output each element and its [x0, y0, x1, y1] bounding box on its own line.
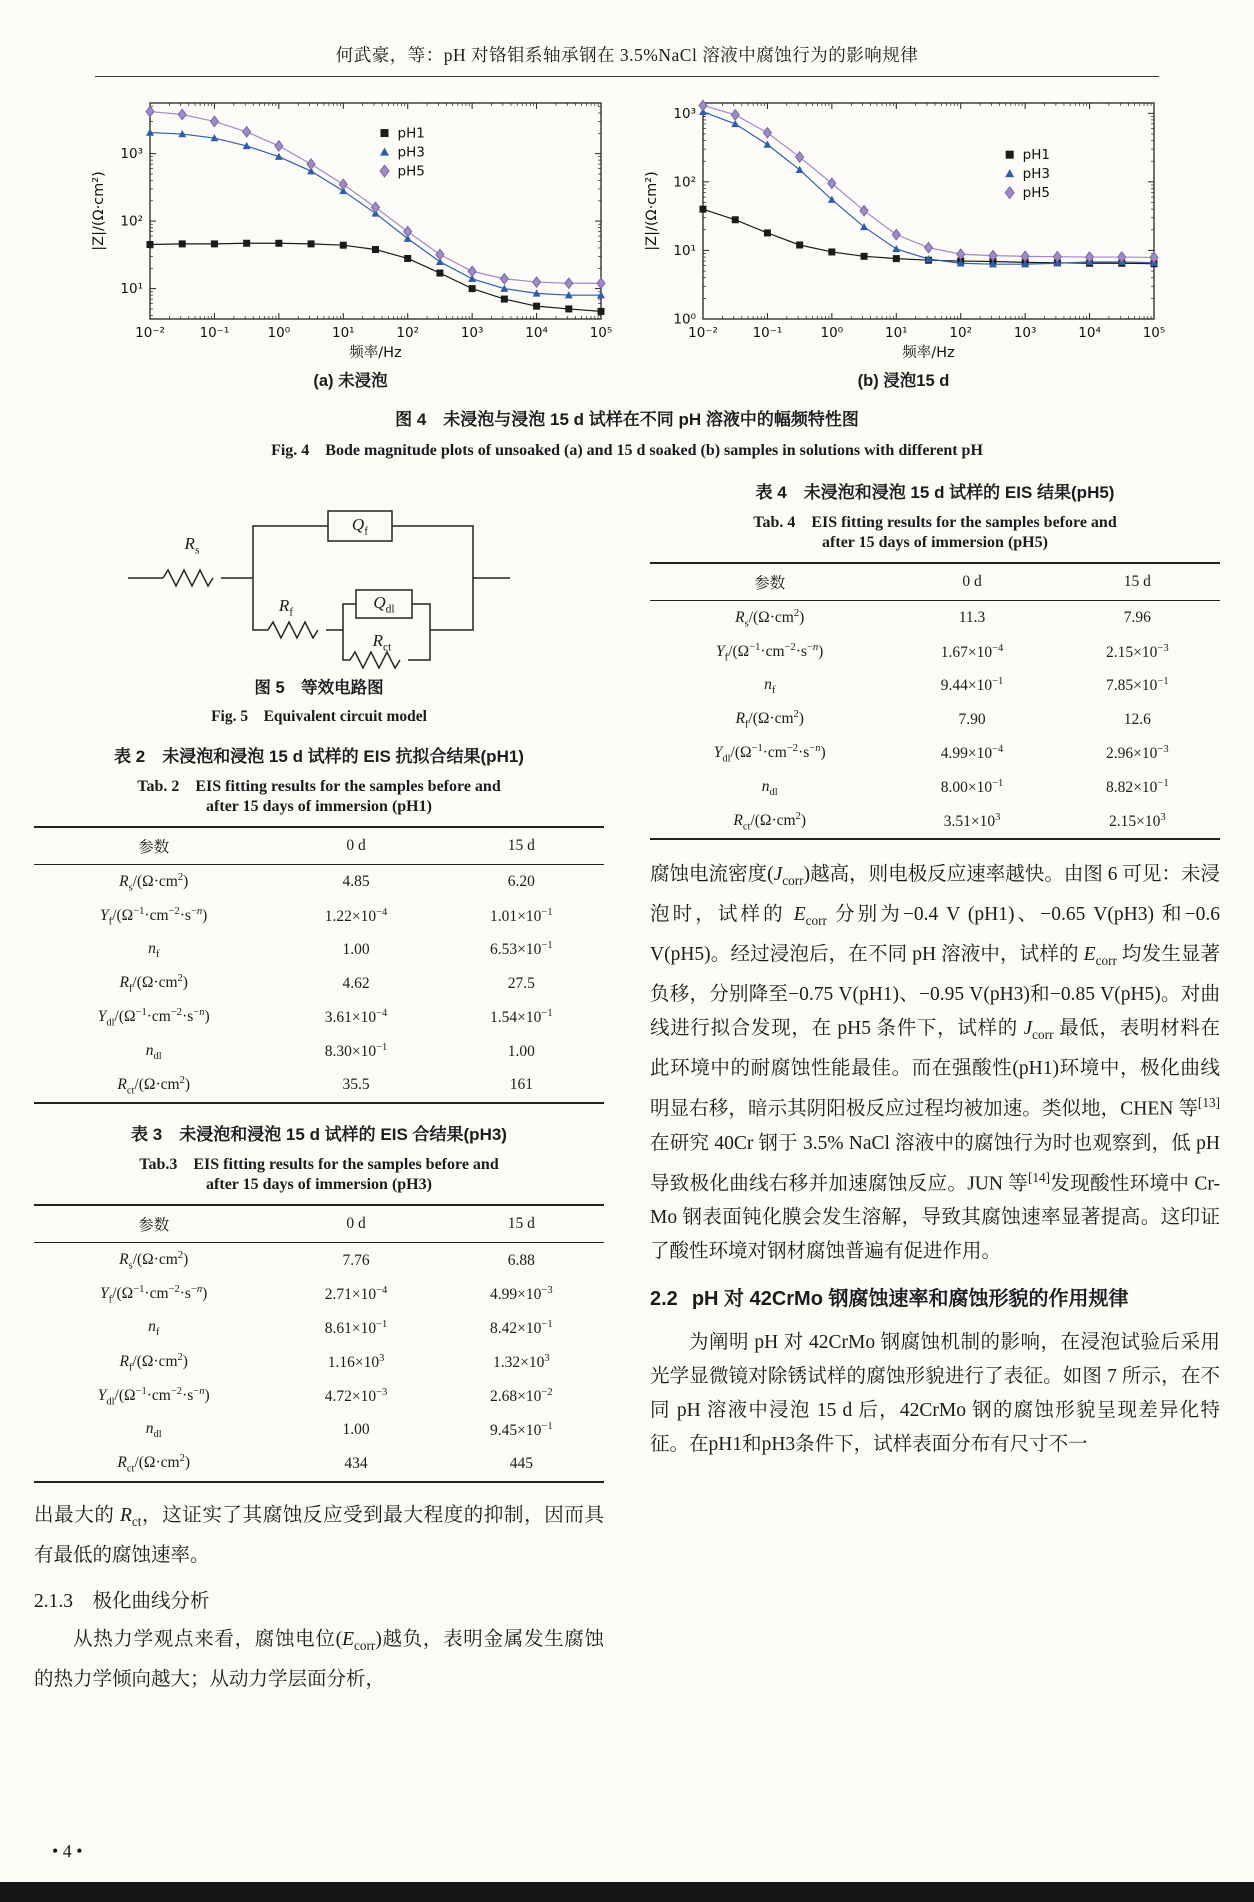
param-cell: $R_f/(\Omega\cdot cm^2)$ — [735, 709, 804, 731]
param-cell: $n_f$ — [148, 940, 160, 961]
param-cell: $n_{dl}$ — [761, 777, 778, 798]
table-row — [34, 1312, 604, 1345]
table-row — [650, 771, 1220, 804]
rct-label: $R_{ct}$ — [372, 631, 392, 654]
svg-text:pH3: pH3 — [1022, 166, 1050, 183]
table-4-title-en1: Tab. 4 EIS fitting results for the samples before and — [753, 514, 1117, 531]
svg-text:pH3: pH3 — [397, 144, 425, 161]
right-paragraph-morphology: 为阐明 pH 对 42CrMo 钢腐蚀机制的影响，在浸泡试验后采用光学显微镜对除锈试样的腐蚀形貌进行了表征。如图 7 所示，在不同 pH 溶液中浸泡 15 d 后，42CrMo 钢的腐蚀形貌呈现差异化特征。在pH1和pH3条件下，试样表面分布有尺寸不一 — [650, 1332, 1220, 1455]
value-cell: $4.72\times 10^{-3}$ — [324, 1386, 388, 1405]
col-header-0d: 0 d — [346, 1215, 366, 1233]
value-cell: $1.01\times 10^{-1}$ — [490, 906, 553, 925]
param-cell: $n_f$ — [148, 1318, 160, 1339]
table-4 — [650, 562, 1220, 840]
svg-text:10⁻¹: 10⁻¹ — [199, 325, 230, 341]
svg-text:10²: 10² — [949, 325, 973, 341]
value-cell: $1.54\times 10^{-1}$ — [490, 1008, 553, 1027]
table-row — [34, 967, 604, 1001]
left-paragraph-continuation: 出最大的 $R_{ct}$，这证实了其腐蚀反应受到最大程度的抑制，因而具有最低的腐蚀速率。 — [34, 1504, 604, 1566]
param-cell: $n_{dl}$ — [145, 1041, 162, 1062]
value-cell: $8.00\times 10^{-1}$ — [940, 778, 1004, 797]
left-column — [34, 476, 604, 1697]
value-cell: 35.5 — [342, 1076, 370, 1094]
section-2-2-title: pH 对 42CrMo 钢腐蚀速率和腐蚀形貌的作用规律 — [691, 1288, 1129, 1310]
circuit-diagram — [118, 478, 520, 674]
svg-text:10¹: 10¹ — [120, 281, 143, 298]
section-2-2-heading — [650, 1283, 1220, 1316]
svg-text:10¹: 10¹ — [884, 325, 908, 341]
table-row — [650, 804, 1220, 839]
value-cell: $2.15\times 10^{-3}$ — [1106, 642, 1169, 661]
value-cell: $2.96\times 10^{-3}$ — [1106, 744, 1169, 763]
table-row — [34, 865, 604, 900]
value-cell: 7.76 — [342, 1251, 370, 1269]
table-row — [34, 1345, 604, 1379]
table-3-header-row — [34, 1205, 604, 1243]
param-cell: $n_{dl}$ — [145, 1420, 162, 1441]
svg-text:频率/Hz: 频率/Hz — [902, 345, 955, 361]
svg-text:10¹: 10¹ — [673, 242, 696, 259]
table-row — [650, 601, 1220, 636]
table-3-title-en2: after 15 days of immersion (pH3) — [206, 1176, 432, 1194]
bode-chart-soaked-15d — [641, 93, 1166, 365]
svg-text:频率/Hz: 频率/Hz — [349, 345, 402, 361]
value-cell: $2.15\times 10^3$ — [1109, 811, 1166, 830]
value-cell: 7.90 — [958, 710, 986, 728]
table-row — [34, 1243, 604, 1278]
value-cell: $9.44\times 10^{-1}$ — [940, 676, 1004, 695]
svg-text:pH1: pH1 — [1022, 147, 1050, 164]
svg-text:pH5: pH5 — [397, 163, 425, 180]
svg-text:10⁰: 10⁰ — [820, 325, 844, 341]
bode-chart-unsoaked — [88, 93, 613, 365]
value-cell: 4.85 — [342, 873, 370, 891]
value-cell: $3.51\times 10^3$ — [943, 811, 1001, 830]
section-2-2-number: 2.2 — [650, 1288, 678, 1310]
table-4-title-en2: after 15 days of immersion (pH5) — [822, 534, 1048, 551]
param-cell: $n_f$ — [764, 676, 776, 697]
table-4-title-zh: 表 4 未浸泡和浸泡 15 d 试样的 EIS 结果(pH5) — [755, 483, 1115, 502]
col-header-15d: 15 d — [507, 1215, 535, 1233]
value-cell: $3.61\times 10^{-4}$ — [324, 1008, 388, 1027]
col-header-0d: 0 d — [346, 837, 366, 854]
value-cell: 1.00 — [342, 941, 370, 959]
value-cell: $4.99\times 10^{-4}$ — [940, 744, 1004, 763]
value-cell: $8.42\times 10^{-1}$ — [490, 1318, 553, 1338]
running-head: 何武豪，等：pH 对铬钼系轴承钢在 3.5%NaCl 溶液中腐蚀行为的影响规律 — [335, 45, 919, 65]
param-cell: $R_{ct}/(\Omega\cdot cm^2)$ — [117, 1074, 190, 1096]
table-2-header-row — [34, 827, 604, 865]
svg-text:10⁵: 10⁵ — [1142, 325, 1166, 341]
figure-5-caption-zh: 图 5 等效电路图 — [254, 679, 384, 697]
param-cell: $R_{ct}/(\Omega\cdot cm^2)$ — [733, 810, 806, 832]
value-cell: $8.30\times 10^{-1}$ — [324, 1042, 388, 1061]
col-header-15d: 15 d — [507, 837, 535, 854]
rs-label: $R_s$ — [184, 534, 200, 557]
svg-text:10⁻²: 10⁻² — [688, 325, 718, 341]
svg-text:10¹: 10¹ — [331, 325, 355, 341]
value-cell: $7.85\times 10^{-1}$ — [1106, 676, 1169, 695]
param-cell: $R_s/(\Omega\cdot cm^2)$ — [119, 1249, 189, 1272]
param-cell: $Y_f/(\Omega^{-1}\cdot cm^{-2}\cdot s^{-n})$ — [716, 641, 824, 663]
param-cell: $Y_{dl}/(\Omega^{-1}\cdot cm^{-2}\cdot s^{-n})$ — [713, 743, 826, 765]
svg-text:10⁴: 10⁴ — [525, 325, 548, 341]
table-row — [650, 737, 1220, 771]
table-row — [34, 934, 604, 967]
param-cell: $R_f/(\Omega\cdot cm^2)$ — [119, 1351, 188, 1373]
svg-text:pH5: pH5 — [1022, 185, 1050, 202]
table-row — [650, 635, 1220, 669]
value-cell: 1.00 — [507, 1042, 535, 1060]
value-cell: 4.62 — [342, 974, 370, 992]
scan-edge-bar — [0, 1882, 1254, 1902]
param-cell: $R_s/(\Omega\cdot cm^2)$ — [119, 871, 189, 893]
figure-4-caption-en: Fig. 4 Bode magnitude plots of unsoaked (a) and 15 d soaked (b) samples in solutions with different pH — [271, 442, 983, 459]
value-cell: $8.61\times 10^{-1}$ — [324, 1318, 388, 1338]
table-2 — [34, 826, 604, 1104]
table-4-header-row — [650, 563, 1220, 601]
value-cell: $1.16\times 10^3$ — [327, 1352, 385, 1371]
param-cell: $R_s/(\Omega\cdot cm^2)$ — [735, 607, 805, 629]
table-row — [34, 1379, 604, 1413]
rf-label: $R_f$ — [278, 596, 294, 619]
figure-4a — [88, 93, 613, 391]
right-column — [650, 476, 1220, 1697]
value-cell: 1.00 — [342, 1421, 370, 1439]
value-cell: $4.99\times 10^{-3}$ — [490, 1285, 553, 1304]
table-row — [34, 1035, 604, 1068]
col-header-0d: 0 d — [962, 573, 982, 590]
equivalent-circuit-figure — [118, 478, 520, 674]
qf-label: $Q_f$ — [351, 515, 369, 538]
value-cell: $8.82\times 10^{-1}$ — [1106, 778, 1169, 797]
svg-text:10³: 10³ — [120, 146, 143, 163]
value-cell: 11.3 — [958, 609, 986, 627]
value-cell: 7.96 — [1123, 609, 1151, 627]
value-cell: 12.6 — [1123, 710, 1151, 728]
header-rule — [95, 76, 1159, 77]
table-row — [650, 670, 1220, 703]
svg-text:10²: 10² — [120, 213, 143, 230]
table-row — [34, 1414, 604, 1447]
value-cell: 434 — [344, 1454, 368, 1472]
value-cell: $1.32\times 10^3$ — [493, 1352, 550, 1371]
param-cell: $R_{ct}/(\Omega\cdot cm^2)$ — [117, 1453, 190, 1475]
value-cell: 27.5 — [507, 974, 535, 992]
value-cell: $2.71\times 10^{-4}$ — [324, 1285, 388, 1304]
svg-text:10³: 10³ — [673, 105, 696, 122]
table-3 — [34, 1204, 604, 1482]
two-column-body — [0, 476, 1254, 1697]
svg-text:10²: 10² — [673, 174, 696, 191]
svg-text:10³: 10³ — [460, 325, 484, 341]
param-cell: $Y_{dl}/(\Omega^{-1}\cdot cm^{-2}\cdot s^{-n})$ — [97, 1007, 210, 1029]
param-cell: $Y_{dl}/(\Omega^{-1}\cdot cm^{-2}\cdot s^{-n})$ — [97, 1385, 210, 1408]
table-2-title-en2: after 15 days of immersion (pH1) — [206, 798, 432, 815]
value-cell: 6.20 — [507, 873, 535, 891]
left-paragraph-polarization: 从热力学观点来看，腐蚀电位$(E_{corr})$越负，表明金属发生腐蚀的热力学倾向越大；从动力学层面分析， — [34, 1628, 604, 1690]
svg-text:|Z|/(Ω·cm²): |Z|/(Ω·cm²) — [644, 171, 660, 251]
svg-text:10⁻¹: 10⁻¹ — [752, 325, 783, 341]
svg-text:10⁰: 10⁰ — [267, 325, 291, 341]
table-3-title-en1: Tab.3 EIS fitting results for the samples before and — [139, 1156, 499, 1174]
figure-4a-caption: (a) 未浸泡 — [313, 372, 388, 390]
figure-4 — [0, 93, 1254, 391]
value-cell: $6.53\times 10^{-1}$ — [490, 940, 553, 959]
section-2-1-3-heading: 2.1.3 极化曲线分析 — [34, 1590, 210, 1612]
figure-5-caption-en: Fig. 5 Equivalent circuit model — [211, 708, 427, 725]
value-cell: $1.67\times 10^{-4}$ — [940, 642, 1004, 661]
table-row — [34, 1447, 604, 1482]
table-row — [34, 899, 604, 933]
svg-text:pH1: pH1 — [397, 125, 425, 142]
col-header-param: 参数 — [138, 839, 170, 856]
table-row — [34, 1278, 604, 1312]
param-cell: $Y_f/(\Omega^{-1}\cdot cm^{-2}\cdot s^{-n})$ — [100, 1284, 208, 1306]
value-cell: 161 — [509, 1076, 533, 1094]
svg-text:10⁻²: 10⁻² — [135, 325, 165, 341]
svg-text:10⁵: 10⁵ — [589, 325, 613, 341]
param-cell: $R_f/(\Omega\cdot cm^2)$ — [119, 973, 188, 995]
svg-text:|Z|/(Ω·cm²): |Z|/(Ω·cm²) — [91, 171, 107, 251]
table-row — [650, 703, 1220, 737]
col-header-15d: 15 d — [1123, 573, 1151, 590]
figure-4b-caption: (b) 浸泡15 d — [857, 372, 950, 390]
value-cell: 445 — [509, 1454, 533, 1472]
page-number: • 4 • — [52, 1841, 83, 1861]
right-paragraph-jcorr: 腐蚀电流密度$(J_{corr})$越高，则电极反应速率越快。由图 6 可见：未浸泡时，试样的 $E_{corr}$ 分别为−0.4 V (pH1)、−0.65 V(pH3) 和−0.6 V(pH5)。经过浸泡后，在不同 pH 溶液中，试样的 $E_{corr}$ 均发生显著负移，分别降至−0.75 V(pH1)、−0.95 V(pH3)和−0.85 V(pH5)。对曲线进行拟合发现，在 pH5 条件下，试样的 $J_{corr}$ 最低，表明材料在此环境中的耐腐蚀性能最佳。而在强酸性(pH1)环境中，极化曲线明显右移，暗示其阴阳极反应过程均被加速。类似地，CHEN 等[13]在研究 40Cr 钢于 3.5% NaCl 溶液中的腐蚀行为时也观察到，低 pH 导致极化曲线右移并加速腐蚀反应。JUN 等[14]发现酸性环境中 Cr-Mo 钢表面钝化膜会发生溶解，导致其腐蚀速率显著提高。这印证了酸性环境对钢材腐蚀普遍有促进作用。 — [650, 864, 1220, 1262]
value-cell: $2.68\times 10^{-2}$ — [490, 1386, 553, 1405]
table-row — [34, 1001, 604, 1035]
value-cell: $1.22\times 10^{-4}$ — [324, 906, 388, 925]
table-2-title-en1: Tab. 2 EIS fitting results for the samples before and — [137, 778, 501, 795]
figure-4-caption-zh: 图 4 未浸泡与浸泡 15 d 试样在不同 pH 溶液中的幅频特性图 — [395, 410, 859, 429]
value-cell: $9.45\times 10^{-1}$ — [490, 1420, 553, 1439]
figure-4b — [641, 93, 1166, 391]
col-header-param: 参数 — [754, 575, 786, 592]
table-2-title-zh: 表 2 未浸泡和浸泡 15 d 试样的 EIS 抗拟合结果(pH1) — [114, 747, 524, 766]
svg-text:10⁰: 10⁰ — [673, 311, 696, 328]
value-cell: 6.88 — [507, 1251, 535, 1269]
svg-text:10²: 10² — [396, 325, 420, 341]
param-cell: $Y_f/(\Omega^{-1}\cdot cm^{-2}\cdot s^{-n})$ — [100, 905, 208, 927]
table-row — [34, 1068, 604, 1103]
qdl-label: $Q_{dl}$ — [373, 593, 395, 616]
col-header-param: 参数 — [138, 1217, 170, 1235]
svg-text:10³: 10³ — [1013, 325, 1037, 341]
table-3-title-zh: 表 3 未浸泡和浸泡 15 d 试样的 EIS 合结果(pH3) — [131, 1125, 507, 1145]
svg-text:10⁴: 10⁴ — [1078, 325, 1101, 341]
